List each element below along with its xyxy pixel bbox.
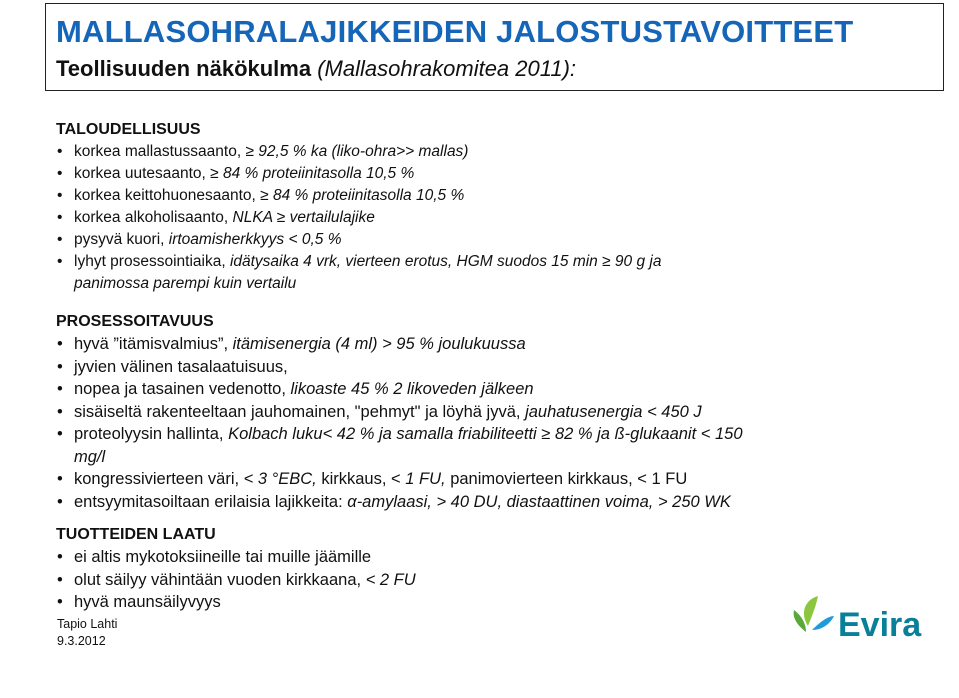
list-item (56, 468, 743, 491)
list-item (56, 591, 416, 614)
item-text: ei altis mykotoksiineille tai muille jäämille (74, 548, 372, 566)
item-detail: itämisenergia (4 ml) > 95 % joulukuussa (232, 335, 526, 353)
footer-author: Tapio Lahti (57, 617, 118, 631)
list-item (56, 229, 661, 251)
list-item (56, 378, 743, 401)
list-item (56, 401, 743, 424)
page-title: MALLASOHRALAJIKKEIDEN JALOSTUSTAVOITTEET (56, 14, 854, 49)
item-detail: jauhatusenergia < 450 J (525, 402, 702, 421)
list-item (56, 251, 661, 295)
section-taloudellisuus (56, 121, 661, 295)
list-item (56, 356, 743, 379)
item-text: hyvä maunsäilyvyys (74, 593, 221, 611)
item-text: proteolyysin hallinta, (74, 425, 229, 443)
section-heading: TALOUDELLISUUS (56, 121, 201, 138)
item-detail: < 2 FU (365, 570, 416, 589)
item-text: korkea mallastussaanto, (74, 143, 246, 160)
section-prosessoitavuus (56, 313, 743, 513)
subtitle-source: (Mallasohrakomitea 2011): (317, 56, 577, 81)
bullet-list (56, 141, 661, 295)
bullet-list (56, 333, 743, 513)
item-detail: ≥ 92,5 % ka (liko-ohra>> mallas) (245, 143, 469, 160)
list-item (56, 491, 743, 514)
item-text: hyvä ”itämisvalmius”, (74, 335, 233, 353)
list-item (56, 207, 661, 229)
list-item (56, 333, 743, 356)
item-text: lyhyt prosessointiaika, (74, 253, 230, 270)
item-text: sisäiseltä rakenteeltaan jauhomainen, "pehmyt" ja löyhä jyvä, (74, 402, 526, 421)
logo-text: Evira (838, 606, 922, 644)
subtitle-main: Teollisuuden näkökulma (56, 56, 318, 81)
item-text: kongressivierteen väri, (74, 470, 244, 488)
item-text-2: kirkkaus, < (316, 470, 406, 488)
item-detail-2: 1 FU, (405, 470, 446, 488)
item-detail: likoaste 45 % 2 likoveden jälkeen (290, 380, 534, 398)
item-detail: idätysaika 4 vrk, vierteen erotus, HGM suodos 15 min ≥ 90 g ja (229, 253, 662, 270)
evira-leaf-icon (782, 592, 932, 652)
item-detail: NLKA ≥ vertailulajike (232, 209, 375, 226)
item-text: pysyvä kuori, (74, 231, 169, 248)
item-text: jyvien välinen tasalaatuisuus, (74, 357, 288, 376)
list-item (56, 185, 661, 207)
bullet-list (56, 546, 416, 614)
list-item (56, 569, 416, 592)
item-detail: irtoamisherkkyys < 0,5 % (168, 231, 342, 248)
item-detail-continued: mg/l (74, 447, 106, 466)
list-item (56, 141, 661, 163)
item-text: korkea keittohuonesaanto, (74, 187, 261, 204)
item-text-3: panimovierteen kirkkaus, < 1 FU (445, 470, 688, 488)
item-text: nopea ja tasainen vedenotto, (74, 380, 291, 398)
footer (57, 616, 117, 650)
list-item (56, 546, 416, 569)
item-text: korkea uutesaanto, (74, 165, 211, 182)
item-detail: Kolbach luku< 42 % ja samalla friabiliteetti ≥ 82 % ja ß-glukaanit < 150 (228, 425, 743, 443)
title-box (45, 3, 944, 91)
section-heading: TUOTTEIDEN LAATU (56, 526, 216, 543)
item-detail: α-amylaasi, > 40 DU, diastaattinen voima, > 250 WK (347, 492, 731, 511)
item-text: entsyymitasoiltaan erilaisia lajikkeita: (74, 492, 348, 511)
evira-logo (782, 592, 932, 652)
item-detail: < 3 °EBC, (243, 470, 317, 488)
section-tuotteiden-laatu (56, 526, 416, 614)
item-text: korkea alkoholisaanto, (74, 209, 233, 226)
section-heading: PROSESSOITAVUUS (56, 313, 214, 330)
item-text: olut säilyy vähintään vuoden kirkkaana, (74, 570, 366, 589)
page-subtitle (56, 56, 576, 82)
list-item (56, 423, 743, 468)
footer-date: 9.3.2012 (57, 634, 106, 648)
item-detail-continued: panimossa parempi kuin vertailu (74, 275, 297, 292)
item-detail: ≥ 84 % proteiinitasolla 10,5 % (210, 165, 415, 182)
list-item (56, 163, 661, 185)
item-detail: ≥ 84 % proteiinitasolla 10,5 % (260, 187, 465, 204)
